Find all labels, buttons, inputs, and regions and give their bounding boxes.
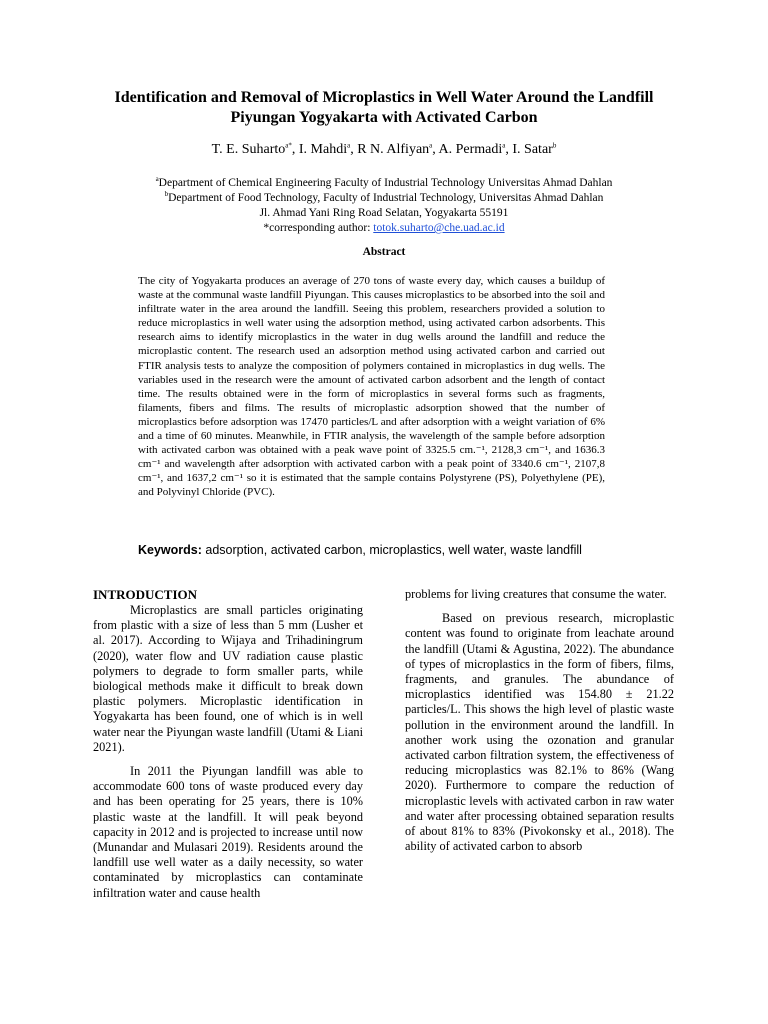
keywords-label: Keywords: bbox=[138, 543, 202, 557]
body-paragraph: Microplastics are small particles originating from plastic with a size of less than 5 mm (Lusher et al. 2017). According to Wijaya and Trihadiningrum (2020), water flow and UV radiation cause plastic polymers to degrade to form smaller parts, while biological methods make it difficult to break down plastic polymers. Microplastic identification in Yogyakarta has been found, one of which is in well water near the Piyungan waste landfill (Utami & Liani 2021). bbox=[93, 603, 363, 754]
affiliations bbox=[92, 176, 676, 236]
affiliation-a: $^a$Department of Chemical Engineering Faculty of Industrial Technology Universitas Ahmad Dahlan bbox=[155, 175, 613, 189]
affiliation-address: Jl. Ahmad Yani Ring Road Selatan, Yogyakarta 55191 bbox=[259, 207, 509, 219]
corresponding-email-link[interactable]: totok.suharto@che.uad.ac.id bbox=[373, 222, 505, 234]
author: T. E. Suharto$^{a*}$, bbox=[211, 141, 299, 157]
author: R N. Alfiyan$^a$, bbox=[357, 141, 439, 157]
paper-title: Identification and Removal of Microplastics in Well Water Around the Landfill Piyungan Yogyakarta with Activated Carbon bbox=[114, 89, 654, 126]
author: I. Mahdi$^a$, bbox=[298, 141, 358, 157]
body-paragraph: problems for living creatures that consume the water. bbox=[405, 587, 667, 601]
keywords-text: adsorption, activated carbon, microplastics, well water, waste landfill bbox=[201, 543, 582, 557]
author: A. Permadi$^a$, bbox=[438, 141, 513, 157]
section-heading-introduction: INTRODUCTION bbox=[93, 587, 198, 602]
left-column bbox=[93, 587, 363, 901]
affiliation-b: $^b$Department of Food Technology, Faculty of Industrial Technology, Universitas Ahmad Dahlan bbox=[164, 190, 604, 204]
author-list bbox=[92, 141, 676, 159]
corresponding-author: *corresponding author: totok.suharto@che.uad.ac.id bbox=[263, 222, 505, 234]
author: I. Satar$^b$ bbox=[512, 141, 557, 157]
keywords bbox=[138, 542, 638, 558]
body-paragraph: Based on previous research, microplastic content was found to originate from leachate around the landfill (Utami & Agustina, 2022). The abundance of types of microplastics in the form of fibers, films, fragments, and granules. The abundance of microplastics identified was 154.80 ± 21.22 particles/L. This shows the high level of plastic waste pollution in the environment around the landfill. In another work using the ozonation and granular activated carbon filtration system, the effectiveness of reducing microplastics was 82.1% to 86% (Wang 2020). Furthermore to compare the reduction of microplastic levels with activated carbon in raw water and water after processing obtained separation results of about 81% to 83% (Pivokonsky et al., 2018). The ability of activated carbon to absorb bbox=[405, 611, 674, 854]
right-column bbox=[405, 587, 674, 854]
body-paragraph: In 2011 the Piyungan landfill was able to accommodate 600 tons of waste produced every day and has been operating for 25 years, there is 10% plastic waste at the landfill. It will peak beyond capacity in 2012 and is projected to increase until now (Munandar and Mulasari 2019). Residents around the landfill use well water as a daily necessity, so water contaminated by microplastics can contaminate infiltration water and cause health bbox=[93, 764, 363, 900]
abstract-text: The city of Yogyakarta produces an average of 270 tons of waste every day, which causes a buildup of waste at the communal waste landfill Piyungan. This causes microplastics to be absorbed into the soil and infiltrate water in the area around the landfill. Seeing this problem, researchers provided a solution to reduce microplastics in well water using the adsorption method, using activated carbon adsorbents. This research aims to identify microplastics in the water in dug wells around the landfill and reduce the microplastic content. The research used an adsorption method using activated carbon and carried out FTIR analysis tests to analyze the composition of polymers contained in microplastics in dug wells. The variables used in the research were the amount of activated carbon adsorbent and the length of contact time. The results obtained were in the form of microplastics in several forms such as fragments, filaments, fibers and films. The results of microplastic adsorption showed that the number of microplastics before adsorption was 17470 particles/L and after adsorption with a weight variation of 6% and a time of 60 minutes. Meanwhile, in FTIR analysis, the wavelength of the sample before adsorption with activated carbon was obtained with a peak wave point of 3325.5 cm.⁻¹, 2128,3 cm⁻¹, and 1636.3 cm⁻¹ and wavelength after adsorption with activated carbon with a peak point of 3340.6 cm⁻¹, 2107,8 cm⁻¹, and 1637,2 cm⁻¹ so it is estimated that the sample contains Polystyrene (PS), Polyethylene (PE), and Polyvinyl Chloride (PVC). bbox=[138, 275, 605, 499]
abstract-heading: Abstract bbox=[362, 246, 406, 258]
